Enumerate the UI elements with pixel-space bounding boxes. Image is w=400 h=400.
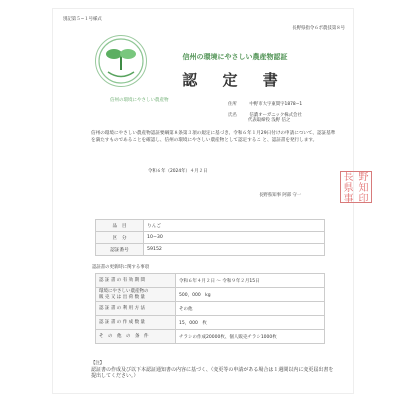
table-row (96, 288, 325, 302)
issuer-name: 長野県知事 阿部 守一 (259, 193, 302, 198)
sprout-logo-svg (96, 36, 146, 86)
other-conditions-label: そ の 他 の 条 件 (96, 330, 176, 344)
validity-period-label: 認 証 書 の 有 効 期 間 (96, 274, 176, 288)
address-label: 住所 (228, 102, 237, 107)
logo-caption: 信州の環境にやさしい農産物 (110, 98, 169, 103)
name-block (228, 113, 302, 124)
seal-char-4: 知 (358, 183, 369, 194)
seal-char-1: 長 (343, 172, 354, 183)
seal-char-3: 県 (343, 183, 354, 194)
certificate-page (52, 8, 369, 394)
sprout-logo-icon (95, 35, 147, 87)
validity-period-value: 令和６年４月２日 ～ 令和９年２月15日 (176, 274, 325, 288)
other-conditions-value: チラシの作成20000枚、個人販売チラシ1000枚 (176, 330, 325, 344)
table-row (96, 316, 325, 330)
table-row (96, 232, 325, 244)
usage-method-label: 認 証 書 の 利 用 方 法 (96, 302, 176, 316)
production-quantity-label: 認 証 書 の 作 成 数 量 (96, 316, 176, 330)
production-quantity-value: 15，000 枚 (176, 316, 325, 330)
certificate-body-text: 信州の環境にやさしい農産物認証要綱第８条第３項の規定に基づき、令和６年１月29日付けの申請について、認証基準を満たすものであることを確認し、信州の環境にやさしい農産物として認定するこ と、認証書を発行します。 (91, 131, 336, 143)
table-row (96, 274, 325, 288)
detail-table (95, 273, 325, 344)
seal-char-2: 野 (358, 172, 369, 183)
issue-date: 令和６年（2024年）４月２日 (148, 169, 208, 174)
address-value: 中野市大字東間字1878−1 (249, 102, 303, 107)
representative-name: 代表取締役 浅野 信之 (248, 118, 291, 124)
shipping-quantity-label: 環境にやさしい農産物の 販 売 又 は 出 荷 数 量 (96, 288, 176, 302)
category-label: 区 分 (96, 232, 144, 244)
usage-method-value: その他 (176, 302, 325, 316)
form-number: 別記第５−１号様式 (63, 17, 102, 22)
notes-text: 認証書の作成及び以下本認証通知書の内容に基づく、（変更等の申請がある場合は１週間以内に変更届出書を提出してください。） (91, 367, 334, 380)
table-row (96, 330, 325, 344)
official-seal (340, 171, 372, 203)
product-value: りんご (144, 220, 325, 232)
category-value: 10−30 (144, 232, 325, 244)
seal-char-6: 印 (358, 194, 369, 205)
seal-char-5: 事 (343, 194, 354, 205)
company-name: 信濃オーガニック株式会社 (249, 113, 302, 118)
notes-heading: 【注】 (91, 361, 105, 366)
table-row (96, 244, 325, 256)
header-title: 信州の環境にやさしい農産物認証 (182, 53, 288, 61)
certification-number: 長野県指令６ポ農技第８号 (292, 26, 345, 31)
detail-section-title: 認証書の更新時に関する事項 (92, 265, 150, 270)
certification-number-label: 認証番号 (96, 244, 144, 256)
shipping-quantity-value: 500，000 kg (176, 288, 325, 302)
address-block (228, 102, 302, 107)
certification-number-value: 59152 (144, 244, 325, 256)
name-label: 氏名 (228, 113, 237, 118)
product-info-table (95, 219, 325, 256)
table-row (96, 302, 325, 316)
table-row (96, 220, 325, 232)
product-label: 品 目 (96, 220, 144, 232)
certificate-title: 認 定 書 (182, 71, 288, 89)
